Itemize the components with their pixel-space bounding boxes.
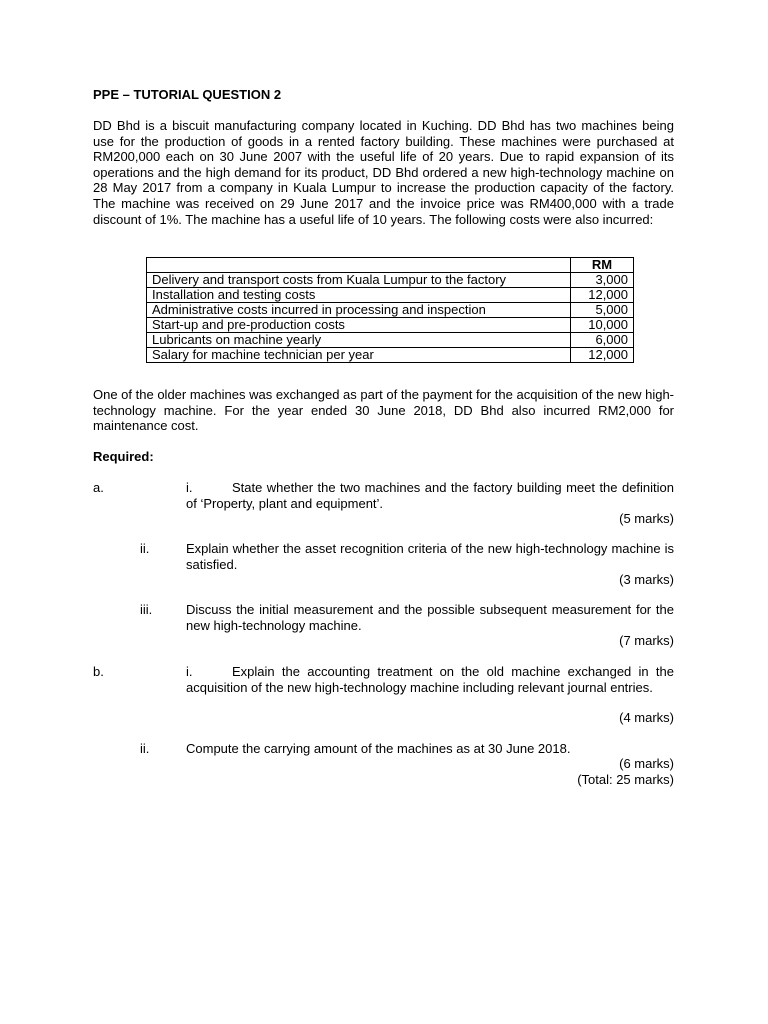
cost-item: Administrative costs incurred in processing and inspection [147, 303, 571, 318]
table-header-row [147, 258, 634, 273]
question-b-ii-number: ii. [140, 741, 150, 756]
question-a-iii-marks: (7 marks) [619, 633, 674, 648]
question-a-letter: a. [93, 480, 104, 495]
total-marks: (Total: 25 marks) [577, 772, 674, 787]
cost-amount: 6,000 [571, 333, 634, 348]
question-a-iii-number: iii. [140, 602, 153, 617]
question-a-ii-number: ii. [140, 541, 150, 556]
question-b-i-marks: (4 marks) [619, 710, 674, 725]
cost-amount: 12,000 [571, 348, 634, 363]
question-b-letter: b. [93, 664, 104, 679]
question-a-i-number: i. [186, 480, 193, 495]
table-row [147, 273, 634, 288]
table-header-item [147, 258, 571, 273]
document-title: PPE – TUTORIAL QUESTION 2 [93, 87, 282, 102]
question-b-ii-marks: (6 marks) [619, 756, 674, 771]
cost-item: Delivery and transport costs from Kuala Lumpur to the factory [147, 273, 571, 288]
question-a-ii-marks: (3 marks) [619, 572, 674, 587]
table-row [147, 333, 634, 348]
cost-item: Salary for machine technician per year [147, 348, 571, 363]
table-row [147, 318, 634, 333]
table-row [147, 303, 634, 318]
question-a-i-marks: (5 marks) [619, 511, 674, 526]
question-b-i-number: i. [186, 664, 193, 679]
cost-item: Lubricants on machine yearly [147, 333, 571, 348]
costs-table [146, 257, 634, 363]
intro-paragraph: DD Bhd is a biscuit manufacturing company located in Kuching. DD Bhd has two machines being use for the production of goods in a rented factory building. These machines were purchased at RM200,000 each on 30 June 2007 with the useful life of 20 years. Due to rapid expansion of its operations and the high demand for its product, DD Bhd ordered a new high-technology machine on 28 May 2017 from a company in Kuala Lumpur to increase the production capacity of the factory. The machine was received on 29 June 2017 and the invoice price was RM400,000 with a trade discount of 1%. The machine has a useful life of 10 years. The following costs were also incurred: [93, 118, 674, 227]
exchange-paragraph: One of the older machines was exchanged as part of the payment for the acquisition of the new high-technology machine. For the year ended 30 June 2018, DD Bhd also incurred RM2,000 for maintenance cost. [93, 387, 675, 434]
cost-item: Installation and testing costs [147, 288, 571, 303]
question-b-i-text: Explain the accounting treatment on the old machine exchanged in the acquisition of the new high-technology machine including relevant journal entries. [186, 664, 674, 695]
table-row [147, 348, 634, 363]
question-a-i-text: State whether the two machines and the factory building meet the definition of ‘Property, plant and equipment’. [186, 480, 674, 511]
cost-amount: 5,000 [571, 303, 634, 318]
table-header-amount: RM [571, 258, 634, 273]
cost-amount: 10,000 [571, 318, 634, 333]
cost-amount: 12,000 [571, 288, 634, 303]
table-row [147, 288, 634, 303]
question-a-ii-text: Explain whether the asset recognition criteria of the new high-technology machine is satisfied. [186, 541, 674, 572]
question-a-iii-text: Discuss the initial measurement and the possible subsequent measurement for the new high-technology machine. [186, 602, 674, 633]
cost-amount: 3,000 [571, 273, 634, 288]
question-b-ii-text: Compute the carrying amount of the machines as at 30 June 2018. [186, 741, 571, 756]
cost-item: Start-up and pre-production costs [147, 318, 571, 333]
required-heading: Required: [93, 449, 154, 464]
